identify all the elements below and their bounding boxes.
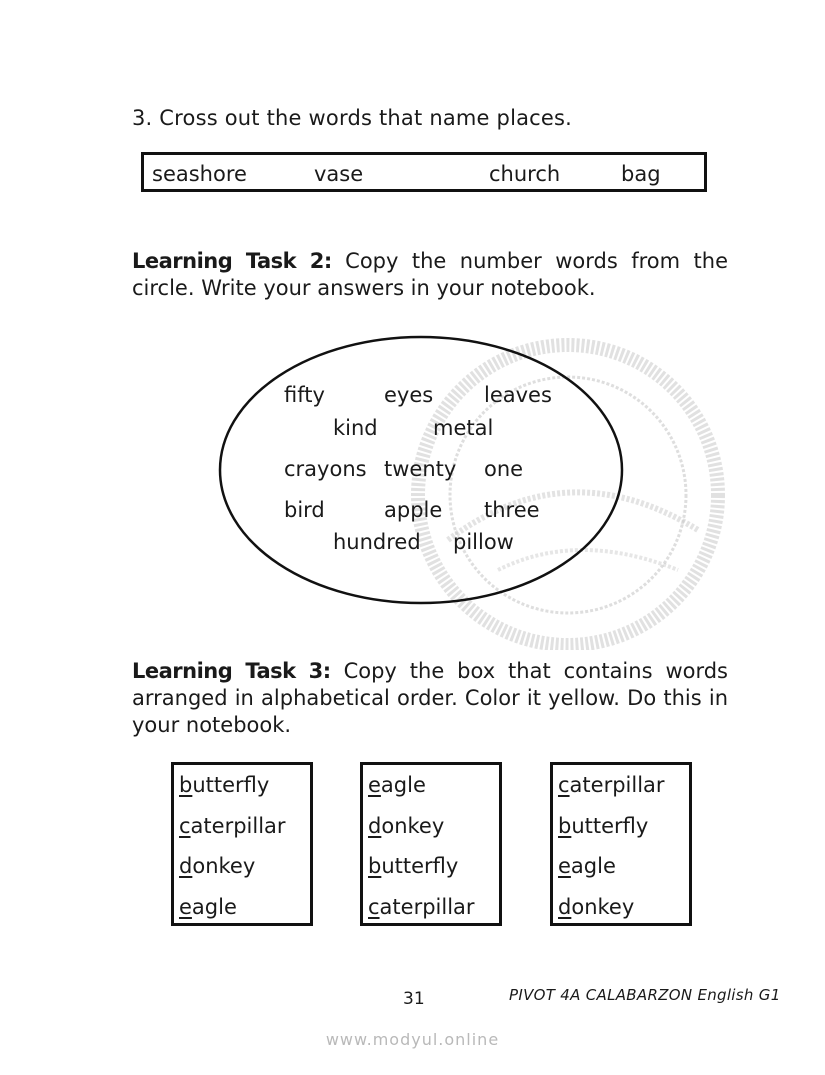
circle-word-eyes[interactable]: eyes bbox=[384, 383, 434, 407]
circle-word-kind[interactable]: kind bbox=[333, 416, 378, 440]
box1-word: donkey bbox=[179, 854, 256, 878]
box3-word: caterpillar bbox=[558, 773, 665, 797]
box3-word: donkey bbox=[558, 895, 635, 919]
page-number: 31 bbox=[403, 989, 425, 1009]
word-bag[interactable]: bag bbox=[621, 162, 661, 186]
box2-word: butterfly bbox=[368, 854, 459, 878]
learning-task-3-text: Copy the box that contains words arranged in alphabetical order. Color it yellow. Do this in your notebook. bbox=[132, 659, 729, 737]
circle-word-crayons[interactable]: crayons bbox=[284, 457, 367, 481]
circle-word-apple[interactable]: apple bbox=[384, 498, 443, 522]
box2-word: donkey bbox=[368, 814, 445, 838]
word-seashore[interactable]: seashore bbox=[152, 162, 247, 186]
circle-word-metal[interactable]: metal bbox=[433, 416, 494, 440]
circle-word-leaves[interactable]: leaves bbox=[484, 383, 552, 407]
box3-word: butterfly bbox=[558, 814, 649, 838]
circle-word-fifty[interactable]: fifty bbox=[284, 383, 325, 407]
learning-task-3 bbox=[132, 658, 728, 739]
circle-word-twenty[interactable]: twenty bbox=[384, 457, 457, 481]
box1-word: caterpillar bbox=[179, 814, 286, 838]
circle-word-one[interactable]: one bbox=[484, 457, 524, 481]
learning-task-3-label: Learning Task 3: bbox=[132, 659, 331, 683]
circle-word-three[interactable]: three bbox=[484, 498, 540, 522]
box1-word: eagle bbox=[179, 895, 237, 919]
places-word-box bbox=[141, 152, 707, 192]
word-church[interactable]: church bbox=[489, 162, 561, 186]
learning-task-2 bbox=[132, 248, 728, 302]
word-box-2[interactable] bbox=[360, 762, 502, 926]
box2-word: eagle bbox=[368, 773, 426, 797]
circle-word-bird[interactable]: bird bbox=[284, 498, 325, 522]
learning-task-2-text: Copy the number words from the circle. Write your answers in your notebook. bbox=[132, 249, 728, 300]
box2-word: caterpillar bbox=[368, 895, 475, 919]
question-3-instruction: 3. Cross out the words that name places. bbox=[132, 106, 573, 130]
publication-footer: PIVOT 4A CALABARZON English G1 bbox=[509, 986, 781, 1004]
circle-word-hundred[interactable]: hundred bbox=[333, 530, 421, 554]
word-box-3[interactable] bbox=[550, 762, 692, 926]
learning-task-2-label: Learning Task 2: bbox=[132, 249, 332, 273]
box1-word: butterfly bbox=[179, 773, 270, 797]
website-watermark: www.modyul.online bbox=[325, 1030, 500, 1049]
word-vase[interactable]: vase bbox=[314, 162, 364, 186]
box3-word: eagle bbox=[558, 854, 616, 878]
circle-word-pillow[interactable]: pillow bbox=[453, 530, 514, 554]
word-box-1[interactable] bbox=[171, 762, 313, 926]
